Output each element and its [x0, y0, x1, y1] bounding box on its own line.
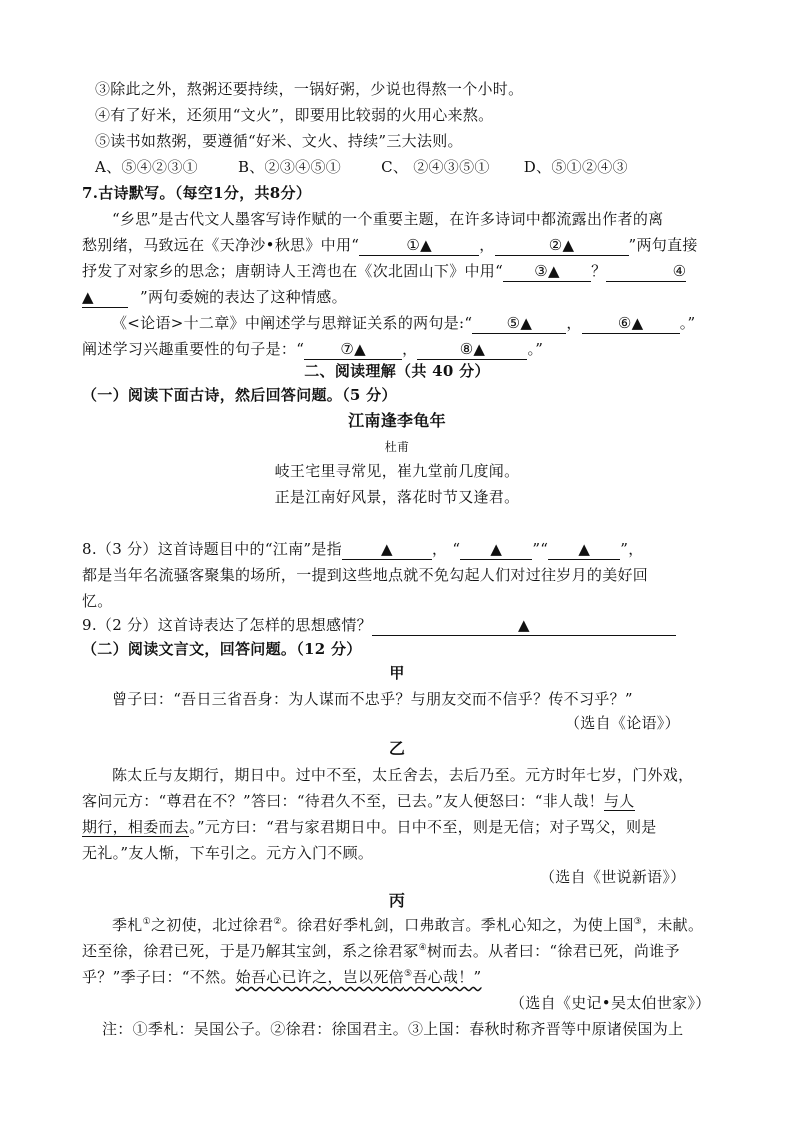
bing-line-2: 还至徐，徐君已死，于是乃解其宝剑，系之徐君冢④树而去。从者曰：“徐君已死，尚谁予	[82, 942, 680, 960]
q6-sentence-3: ③除此之外，熬粥还要持续，一锅好粥，少说也得熬一个小时。	[95, 80, 524, 98]
jia-title: 甲	[389, 664, 405, 682]
poem-line-2: 正是江南好风景，落花时节又逢君。	[274, 488, 520, 506]
note-ref-1: ①	[142, 917, 151, 927]
q7-paragraph-2-line-2: 阐述学习兴趣重要性的句子是：“ ⑦▲ ， ⑧▲ 。”	[82, 340, 544, 358]
section-2-title: 二、阅读理解（共 40 分）	[304, 362, 490, 380]
q7-blank-3[interactable]: ③▲	[503, 262, 591, 282]
bing-title: 丙	[388, 891, 406, 910]
bing-line-3: 乎？”季子曰：“不然。始吾心已许之，岂以死倍⑤吾心哉！”	[82, 968, 482, 986]
q7-paragraph-1-line-3: 抒发了对家乡的思念；唐朝诗人王湾也在《次北固山下》中用“ ③▲ ？ ④	[82, 262, 687, 280]
q7-blank-8[interactable]: ⑧▲	[417, 340, 527, 360]
q9-line: 9.（2 分）这首诗表达了怎样的思想感情？ ▲	[82, 614, 676, 636]
yi-line-2: 客问元方：“尊君在不？”答曰：“待君久不至，已去。”友人便怒曰：“非人哉！与人	[82, 792, 635, 810]
q9-answer-blank[interactable]: ▲	[372, 616, 676, 636]
q8-line-2: 都是当年名流骚客聚集的场所，一提到这些地点就不免勾起人们对过往岁月的美好回	[82, 566, 649, 584]
q8-blank-2[interactable]: ▲	[460, 540, 532, 560]
bing-wavy-phrase: 始吾心已许之，岂以死倍⑤吾心哉！”	[235, 968, 482, 986]
part-2-title: （二）阅读文言文，回答问题。（12 分）	[82, 640, 362, 658]
q7-blank-4[interactable]: ④	[606, 262, 686, 282]
q7-paragraph-2-line-1: 《<论语>十二章》中阐述学与思辩证关系的两句是:“ ⑤▲ ， ⑥▲ 。”	[112, 314, 696, 332]
jia-source: （选自《论语》）	[565, 714, 680, 732]
yi-line-3: 期行，相委而去。”元方曰：“君与家君期日中。日中不至，则是无信；对子骂父，则是	[82, 818, 657, 836]
q8-line-1: 8.（3 分）这首诗题目中的“江南”是指 ▲ ， “ ▲ ”“ ▲ ”，	[82, 540, 644, 558]
bing-source: （选自《史记•吴太伯世家》）	[510, 994, 711, 1012]
q7-blank-4-cont[interactable]: ▲	[82, 288, 128, 308]
q8-line-3: 忆。	[82, 592, 113, 610]
q8-blank-3[interactable]: ▲	[548, 540, 620, 560]
q7-blank-5[interactable]: ⑤▲	[472, 314, 566, 334]
poem-title: 江南逢李龟年	[348, 411, 446, 430]
note-ref-4: ④	[418, 943, 427, 953]
q7-blank-1[interactable]: ①▲	[359, 236, 479, 256]
yi-underlined-phrase-a: 与人	[603, 792, 635, 810]
poem-line-1: 岐王宅里寻常见，崔九堂前几度闻。	[274, 462, 520, 480]
note-ref-3: ③	[633, 917, 643, 927]
jia-text: 曾子曰：“吾日三省吾身：为人谋而不忠乎？与朋友交而不信乎？传不习乎？”	[112, 690, 633, 708]
q7-paragraph-1-line-1: “乡思”是古代文人墨客写诗作赋的一个重要主题，在许多诗词中都流露出作者的离	[112, 210, 664, 228]
q7-blank-7[interactable]: ⑦▲	[304, 340, 402, 360]
poem-author: 杜甫	[384, 440, 410, 454]
yi-line-4: 无礼。”友人惭，下车引之。元方入门不顾。	[82, 844, 374, 862]
q8-blank-1[interactable]: ▲	[342, 540, 432, 560]
q6-options	[95, 156, 628, 178]
part-1-title: （一）阅读下面古诗，然后回答问题。（5 分）	[82, 386, 397, 404]
yi-title: 乙	[388, 739, 406, 758]
q7-title: 7.古诗默写。（每空1分，共8分）	[82, 184, 312, 202]
q6-option-d: D、⑤①②④③	[523, 158, 628, 176]
q7-blank-2[interactable]: ②▲	[495, 236, 629, 256]
q6-sentence-4: ④有了好米，还须用“文火”，即要用比较弱的火用心来熬。	[95, 106, 494, 124]
yi-line-1: 陈太丘与友期行，期日中。过中不至，太丘舍去，去后乃至。元方时年七岁，门外戏，	[112, 766, 694, 784]
yi-source: （选自《世说新语》）	[540, 868, 686, 886]
note-ref-5: ⑤	[403, 969, 413, 979]
q7-paragraph-1-line-2: 愁别绪，马致远在《天净沙•秋思》中用“ ①▲ ， ②▲ ”两句直接	[82, 236, 698, 254]
note-ref-2: ②	[273, 917, 282, 927]
q6-option-b: B、②③④⑤①	[237, 158, 342, 176]
q6-option-c: C、 ②④③⑤①	[381, 158, 490, 176]
q7-paragraph-1-line-4: ▲ ”两句委婉的表达了这种情感。	[82, 288, 347, 306]
bing-line-1: 季札①之初使，北过徐君②。徐君好季札剑，口弗敢言。季札心知之，为使上国③，未献。	[112, 916, 704, 934]
yi-underlined-phrase-b: 期行，相委而去	[82, 818, 190, 836]
bing-notes: 注：①季札：吴国公子。②徐君：徐国君主。③上国：春秋时称齐晋等中原诸侯国为上	[102, 1020, 684, 1038]
q6-option-a: A、⑤④②③①	[95, 158, 198, 176]
q7-blank-6[interactable]: ⑥▲	[582, 314, 680, 334]
q6-sentence-5: ⑤读书如熬粥，要遵循“好米、文火、持续”三大法则。	[95, 132, 463, 150]
